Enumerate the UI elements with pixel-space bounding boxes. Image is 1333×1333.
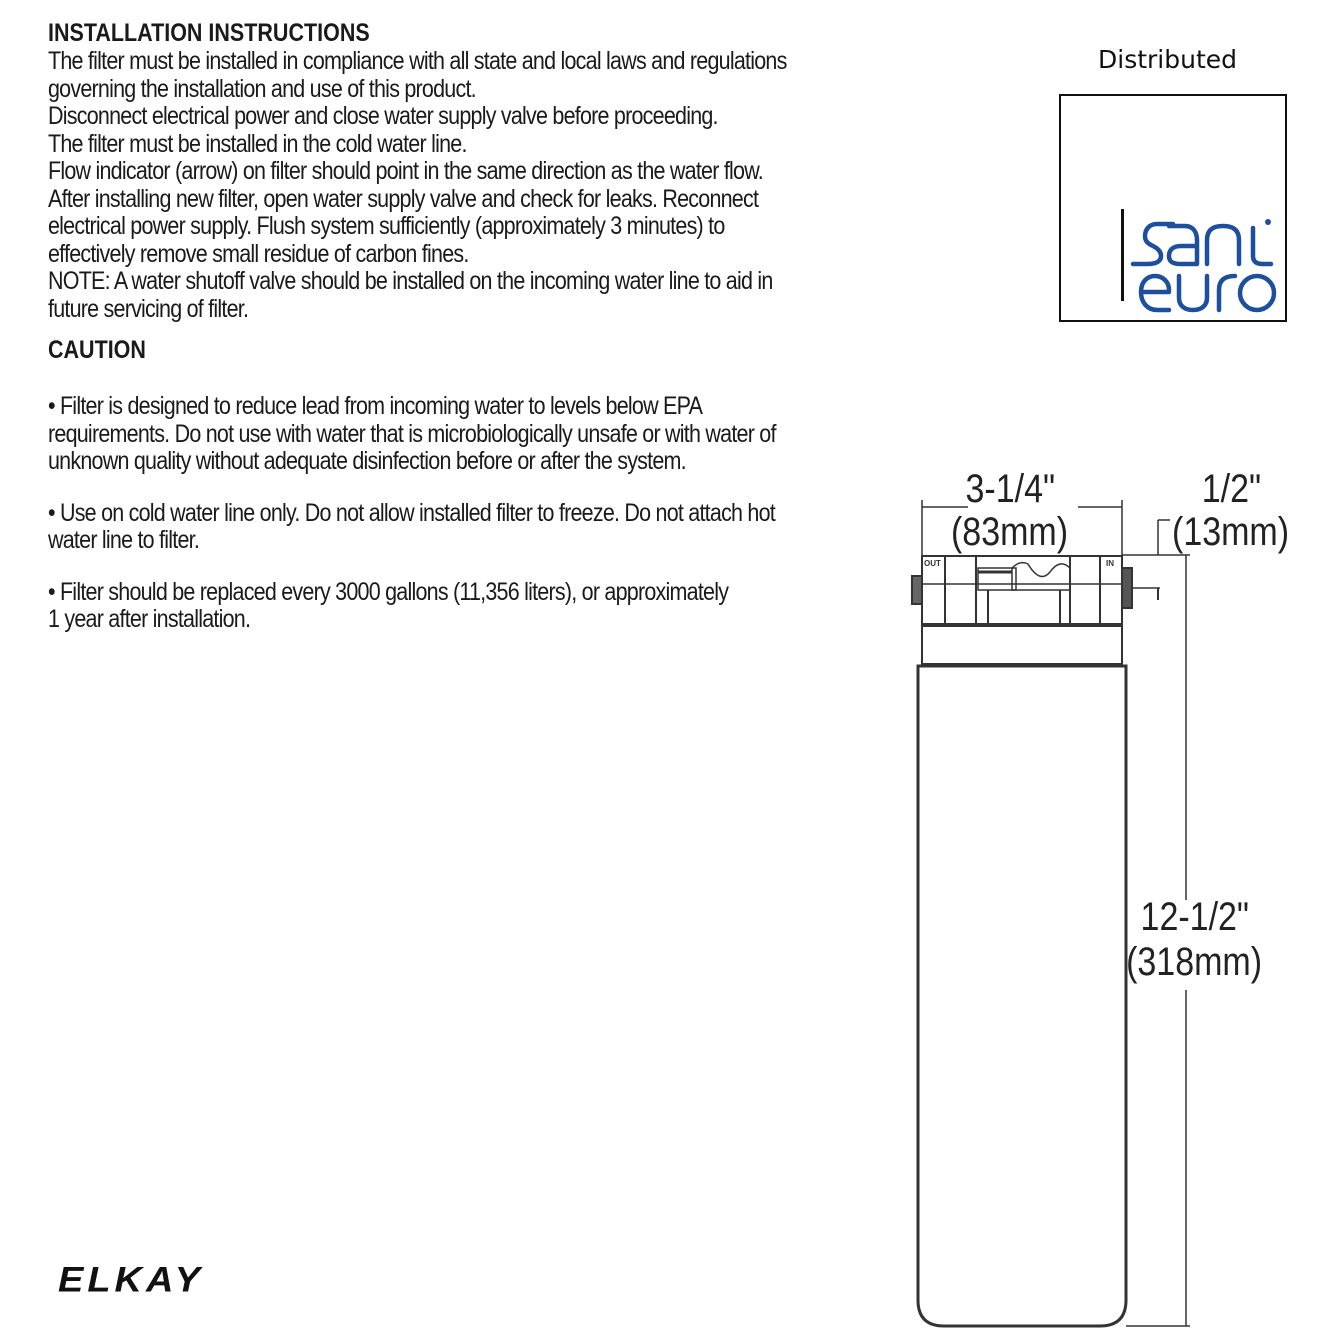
width-inches-label: 3-1/4" <box>965 465 1056 511</box>
caution-item: • Use on cold water line only. Do not allow installed filter to freeze. Do not attach hot water line to filter. <box>48 498 775 554</box>
caution-item: • Filter is designed to reduce lead from incoming water to levels below EPA requirements. Do not use with water that is microbiologically unsafe or with water of unknown quality without adequate disinfection before or after the system. <box>48 392 776 475</box>
offset-mm-label: (13mm) <box>1172 508 1290 554</box>
instructions-text-block <box>48 18 822 658</box>
port-out-label: OUT <box>924 559 941 568</box>
filter-dimension-drawing <box>900 460 1333 1333</box>
offset-inches-label: 1/2" <box>1201 465 1262 511</box>
caution-heading: CAUTION <box>48 336 146 364</box>
distributed-label: Distributed <box>1098 45 1238 74</box>
installation-heading: INSTALLATION INSTRUCTIONS <box>48 19 370 47</box>
height-mm-label: (318mm) <box>1126 938 1263 984</box>
caution-list <box>48 393 822 634</box>
installation-paragraph: Disconnect electrical power and close water supply valve before proceeding. <box>48 102 718 130</box>
sanieuro-logo <box>1059 94 1287 322</box>
installation-paragraph: Flow indicator (arrow) on filter should point in the same direction as the water flow. <box>48 157 763 185</box>
width-mm-label: (83mm) <box>951 508 1069 554</box>
sanieuro-wordmark-icon <box>1061 96 1285 320</box>
installation-paragraph: The filter must be installed in compliance with all state and local laws and regulations governing the installation and use of this product. <box>48 47 787 103</box>
height-inches-label: 12-1/2" <box>1140 893 1249 939</box>
elkay-logo <box>56 1262 306 1302</box>
installation-paragraph: After installing new filter, open water supply valve and check for leaks. Reconnect electrical power supply. Flush system sufficiently (approximately 3 minutes) to effectively remove small residue of carbon fines. <box>48 184 759 268</box>
port-in-label: IN <box>1106 559 1114 568</box>
caution-item: • Filter should be replaced every 3000 gallons (11,356 liters), or approximately 1 year after installation. <box>48 577 729 633</box>
elkay-wordmark: ELKAY <box>58 1262 204 1300</box>
installation-note: NOTE: A water shutoff valve should be installed on the incoming water line to aid in future servicing of filter. <box>48 267 773 323</box>
installation-paragraph: The filter must be installed in the cold water line. <box>48 129 467 158</box>
